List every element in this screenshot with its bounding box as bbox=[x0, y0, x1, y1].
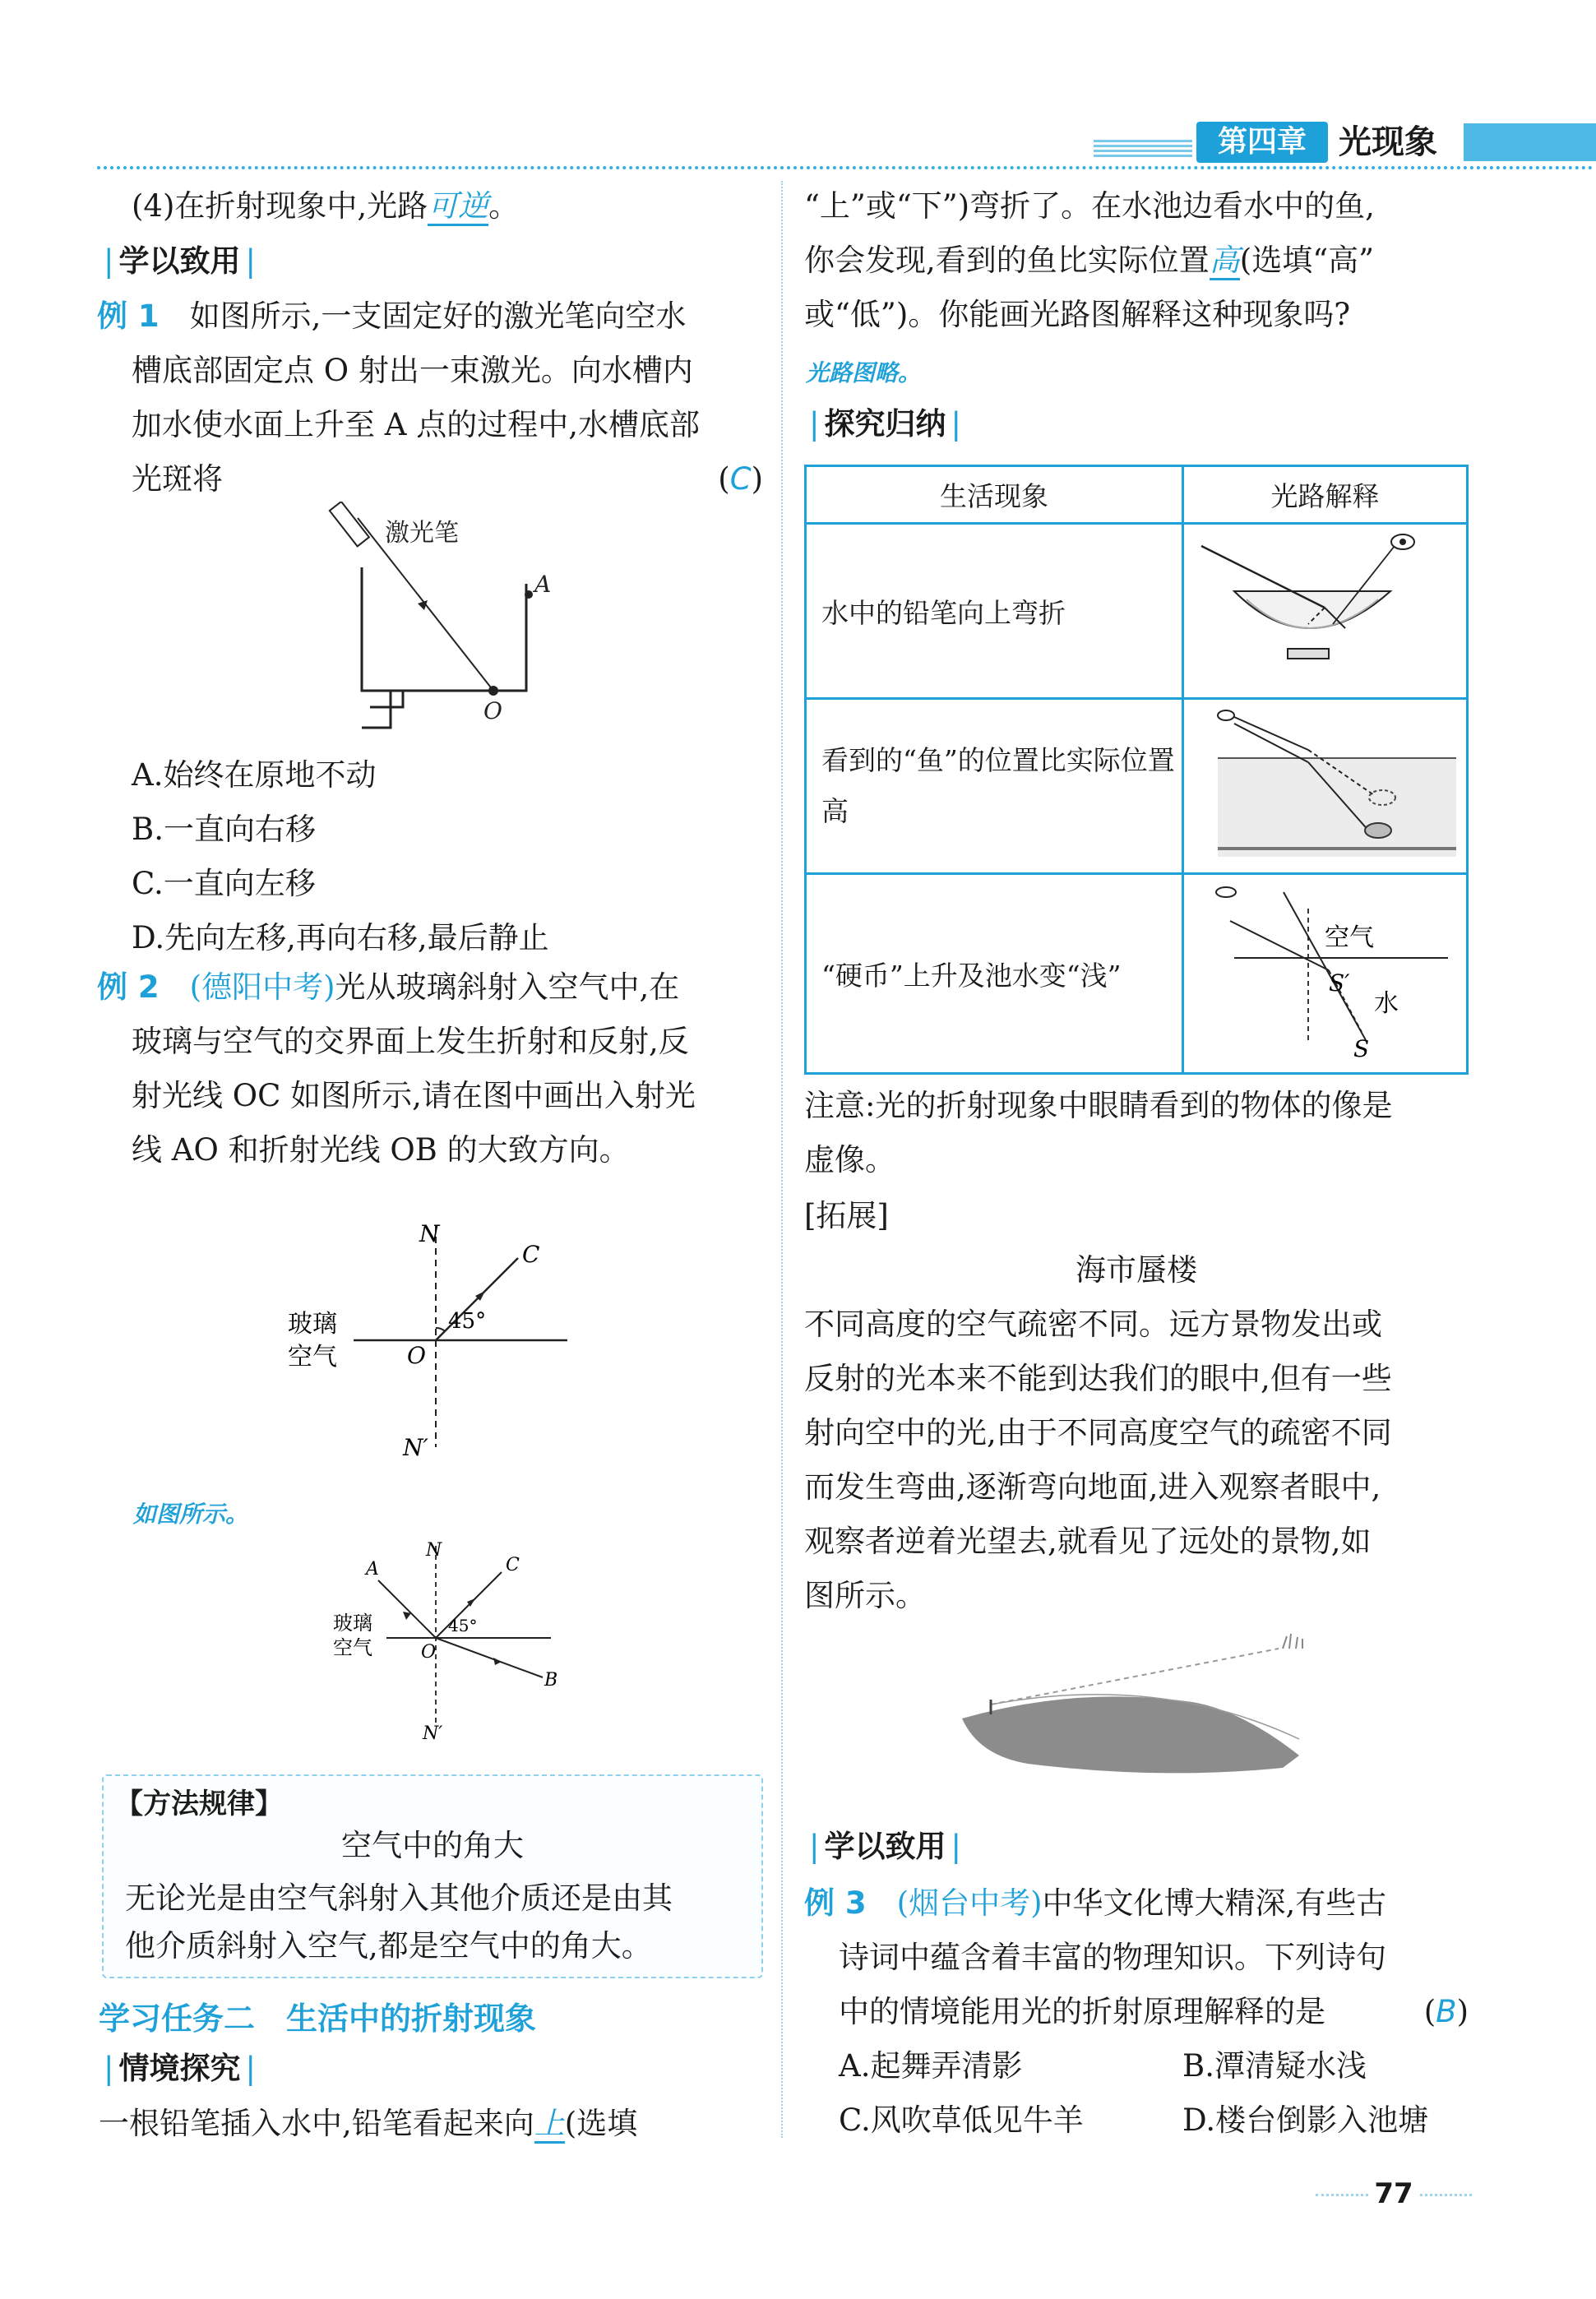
section-summary: | 探究归纳 | bbox=[809, 406, 961, 442]
method-line-2: 他介质斜射入空气,都是空气中的角大。 bbox=[125, 1928, 652, 1964]
fig3-c: C bbox=[506, 1555, 520, 1575]
task-2-heading: 学习任务二 生活中的折射现象 bbox=[99, 2001, 537, 2037]
fig3-o: O bbox=[421, 1642, 437, 1663]
coin-figure bbox=[1185, 876, 1464, 1065]
fig1-o-label: O bbox=[483, 697, 502, 724]
figure-glass-air-answer bbox=[329, 1538, 576, 1743]
right-line-2: 你会发现,看到的鱼比实际位置高(选填“高” bbox=[804, 234, 1374, 288]
note: 注意:光的折射现象中眼睛看到的物体的像是 虚像。 bbox=[804, 1088, 1393, 1177]
fig2-n2: N′ bbox=[403, 1434, 428, 1461]
bowl-pencil-figure bbox=[1185, 525, 1464, 690]
answer-high: 高 bbox=[1210, 243, 1240, 280]
coin-air-label: 空气 bbox=[1325, 923, 1374, 952]
table-header-phenomenon: 生活现象 bbox=[806, 466, 1183, 524]
fig3-glass: 玻璃 bbox=[333, 1612, 372, 1635]
mirage-picture bbox=[954, 1624, 1340, 1788]
option-a: A.始终在原地不动 bbox=[132, 757, 377, 793]
example-3: 例 3 (烟台中考)中华文化博大精深,有些古 诗词中蕴含着丰富的物理知识。下列诗句 中的情境能用光的折射原理解释的是 (B) A.起舞弄清影 B.潭清疑水浅 C.风吹草低见牛羊 D.楼台倒影入池塘 bbox=[804, 1876, 1469, 2148]
option-d: D.先向左移,再向右移,最后静止 bbox=[132, 920, 549, 955]
header-dotted-line bbox=[97, 166, 1594, 169]
fish-figure bbox=[1185, 701, 1464, 865]
section-apply-2: | 学以致用 | bbox=[809, 1829, 961, 1864]
expand-label: [拓展] bbox=[804, 1198, 889, 1233]
chapter-badge: 第四章 bbox=[1196, 122, 1328, 163]
fig3-air: 空气 bbox=[333, 1636, 372, 1659]
answer-ex1: C bbox=[729, 461, 752, 497]
example-2-label: 例 2 bbox=[97, 969, 160, 1005]
table-row-1-text: 水中的铅笔向上弯折 bbox=[806, 524, 1183, 699]
method-box bbox=[102, 1774, 763, 1978]
table-row-2-text: 看到的“鱼”的位置比实际位置高 bbox=[806, 699, 1183, 874]
fig3-n: N bbox=[426, 1540, 442, 1561]
section-situation: | 情境探究 | bbox=[104, 2051, 256, 2086]
example-1-options bbox=[132, 748, 549, 965]
method-subtitle: 空气中的角大 bbox=[341, 1828, 524, 1863]
chapter-title: 光现象 bbox=[1339, 123, 1437, 161]
figure-laser-tank bbox=[312, 502, 592, 740]
header-stripes bbox=[1094, 140, 1192, 158]
example-1: 例 1 如图所示,一支固定好的激光笔向空水 槽底部固定点 O 射出一束激光。向水槽内 加水使水面上升至 A 点的过程中,水槽底部 光斑将 (C) bbox=[97, 298, 763, 497]
right-answer-note: 光路图略。 bbox=[806, 359, 922, 386]
method-line-1: 无论光是由空气斜射入其他介质还是由其 bbox=[125, 1880, 673, 1916]
option-c: C.一直向左移 bbox=[132, 866, 316, 901]
coin-s-label: S bbox=[1353, 1035, 1370, 1062]
ex3-option-c: C.风吹草低见牛羊 bbox=[839, 2102, 1084, 2138]
answer-ex3: B bbox=[1436, 1994, 1457, 2029]
mirage-title: 海市蜃楼 bbox=[1076, 1252, 1197, 1288]
example-3-source: (烟台中考) bbox=[896, 1885, 1043, 1921]
answer-up: 上 bbox=[534, 2106, 565, 2144]
fig2-o: O bbox=[407, 1342, 426, 1369]
option-b: B.一直向右移 bbox=[132, 812, 316, 847]
fig2-c: C bbox=[522, 1241, 540, 1268]
header-bar bbox=[1464, 123, 1596, 161]
right-line-3: 或“低”)。你能画光路图解释这种现象吗? bbox=[804, 297, 1351, 332]
pencil-question: 一根铅笔插入水中,铅笔看起来向上(选填 bbox=[99, 2097, 637, 2151]
mirage-text: 不同高度的空气疏密不同。远方景物发出或 反射的光本来不能到达我们的眼中,但有一些 射向空中的光,由于不同高度空气的疏密不同 而发生弯曲,逐渐弯向地面,进入观察者眼中, 观察者逆着光望去,就看见了远处的景物,如 图所示。 bbox=[804, 1307, 1392, 1613]
fig1-laser-label: 激光笔 bbox=[385, 519, 459, 548]
fig2-angle: 45° bbox=[448, 1309, 487, 1334]
ex3-option-b: B.潭清疑水浅 bbox=[1182, 2048, 1367, 2084]
summary-table bbox=[804, 465, 1469, 1075]
column-divider bbox=[781, 181, 783, 2138]
fig3-b: B bbox=[544, 1670, 558, 1691]
example-3-label: 例 3 bbox=[804, 1885, 867, 1921]
fig2-glass: 玻璃 bbox=[288, 1310, 337, 1339]
figure-glass-air-question bbox=[288, 1217, 592, 1480]
table-row-1-figure bbox=[1183, 524, 1468, 699]
example-2: 例 2 (德阳中考)光从玻璃斜射入空气中,在 玻璃与空气的交界面上发生折射和反射,反 射光线 OC 如图所示,请在图中画出入射光 线 AO 和折射光线 OB 的大致方向。 bbox=[97, 969, 696, 1168]
table-row-2-figure bbox=[1183, 699, 1468, 874]
fig3-angle: 45° bbox=[448, 1616, 478, 1635]
section-apply-1: | 学以致用 | bbox=[104, 243, 256, 279]
table-header-explanation: 光路解释 bbox=[1183, 466, 1468, 524]
ex3-option-d: D.楼台倒影入池塘 bbox=[1182, 2102, 1429, 2138]
answer-reversible: 可逆 bbox=[428, 188, 488, 226]
table-row-3-figure bbox=[1183, 874, 1468, 1074]
fig2-air: 空气 bbox=[288, 1343, 337, 1372]
page-number: 77 bbox=[1369, 2171, 1418, 2217]
right-line-1: “上”或“下”)弯折了。在水池边看水中的鱼, bbox=[804, 188, 1375, 224]
example-2-answer-note: 如图所示。 bbox=[133, 1501, 249, 1528]
ex3-option-a: A.起舞弄清影 bbox=[839, 2048, 1023, 2084]
item4: (4)在折射现象中,光路可逆。 bbox=[132, 179, 519, 234]
fig3-a: A bbox=[366, 1559, 379, 1580]
table-row-3-text: “硬币”上升及池水变“浅” bbox=[806, 874, 1183, 1074]
example-2-source: (德阳中考) bbox=[189, 969, 335, 1005]
coin-s1-label: S′ bbox=[1329, 969, 1350, 997]
fig2-n: N bbox=[419, 1220, 440, 1247]
fig1-a-label: A bbox=[534, 571, 552, 598]
example-1-label: 例 1 bbox=[97, 298, 160, 334]
method-title: 【方法规律】 bbox=[115, 1788, 283, 1820]
coin-water-label: 水 bbox=[1374, 989, 1399, 1018]
fig3-n2: N′ bbox=[423, 1723, 443, 1743]
